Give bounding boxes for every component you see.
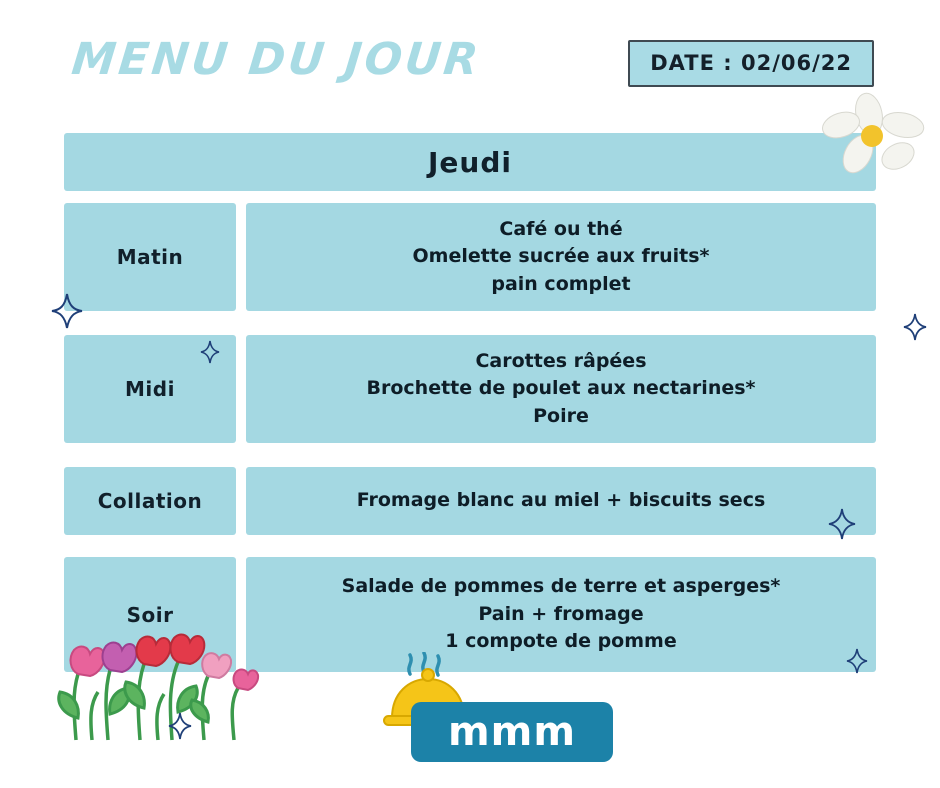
sparkle-icon [168, 712, 192, 740]
table-row [64, 467, 876, 535]
logo-box [411, 702, 613, 762]
meal-label: Matin [116, 245, 184, 269]
meal-content-cell [246, 335, 876, 443]
meal-label-cell [64, 335, 236, 443]
meal-content-cell [246, 203, 876, 311]
meal-item: Carottes râpées [475, 349, 647, 372]
meal-item: Fromage blanc au miel + biscuits secs [356, 489, 766, 512]
meal-item: Omelette sucrée aux fruits* [412, 245, 710, 268]
sparkle-icon [903, 313, 927, 341]
meal-label: Midi [125, 377, 175, 401]
logo-text: mmm [447, 709, 577, 755]
meal-label: Collation [97, 489, 203, 513]
meal-label-cell [64, 203, 236, 311]
meal-item: pain complet [491, 272, 631, 295]
meal-item: 1 compote de pomme [445, 630, 677, 653]
meal-label-cell [64, 557, 236, 672]
date-text: DATE : 02/06/22 [650, 51, 852, 75]
meal-item: Poire [533, 404, 589, 427]
table-row [64, 203, 876, 311]
table-row [64, 335, 876, 443]
meal-label: Soir [126, 602, 174, 627]
day-label: Jeudi [428, 145, 512, 179]
logo [378, 652, 613, 762]
page-title: MENU DU JOUR [69, 34, 484, 85]
day-banner [64, 133, 876, 191]
meal-item: Café ou thé [499, 217, 623, 240]
date-badge [628, 40, 874, 87]
meal-content-cell [246, 467, 876, 535]
meal-item: Salade de pommes de terre et asperges* [341, 575, 781, 598]
meal-item: Pain + fromage [478, 602, 644, 625]
meal-item: Brochette de poulet aux nectarines* [366, 377, 756, 400]
meal-label-cell [64, 467, 236, 535]
